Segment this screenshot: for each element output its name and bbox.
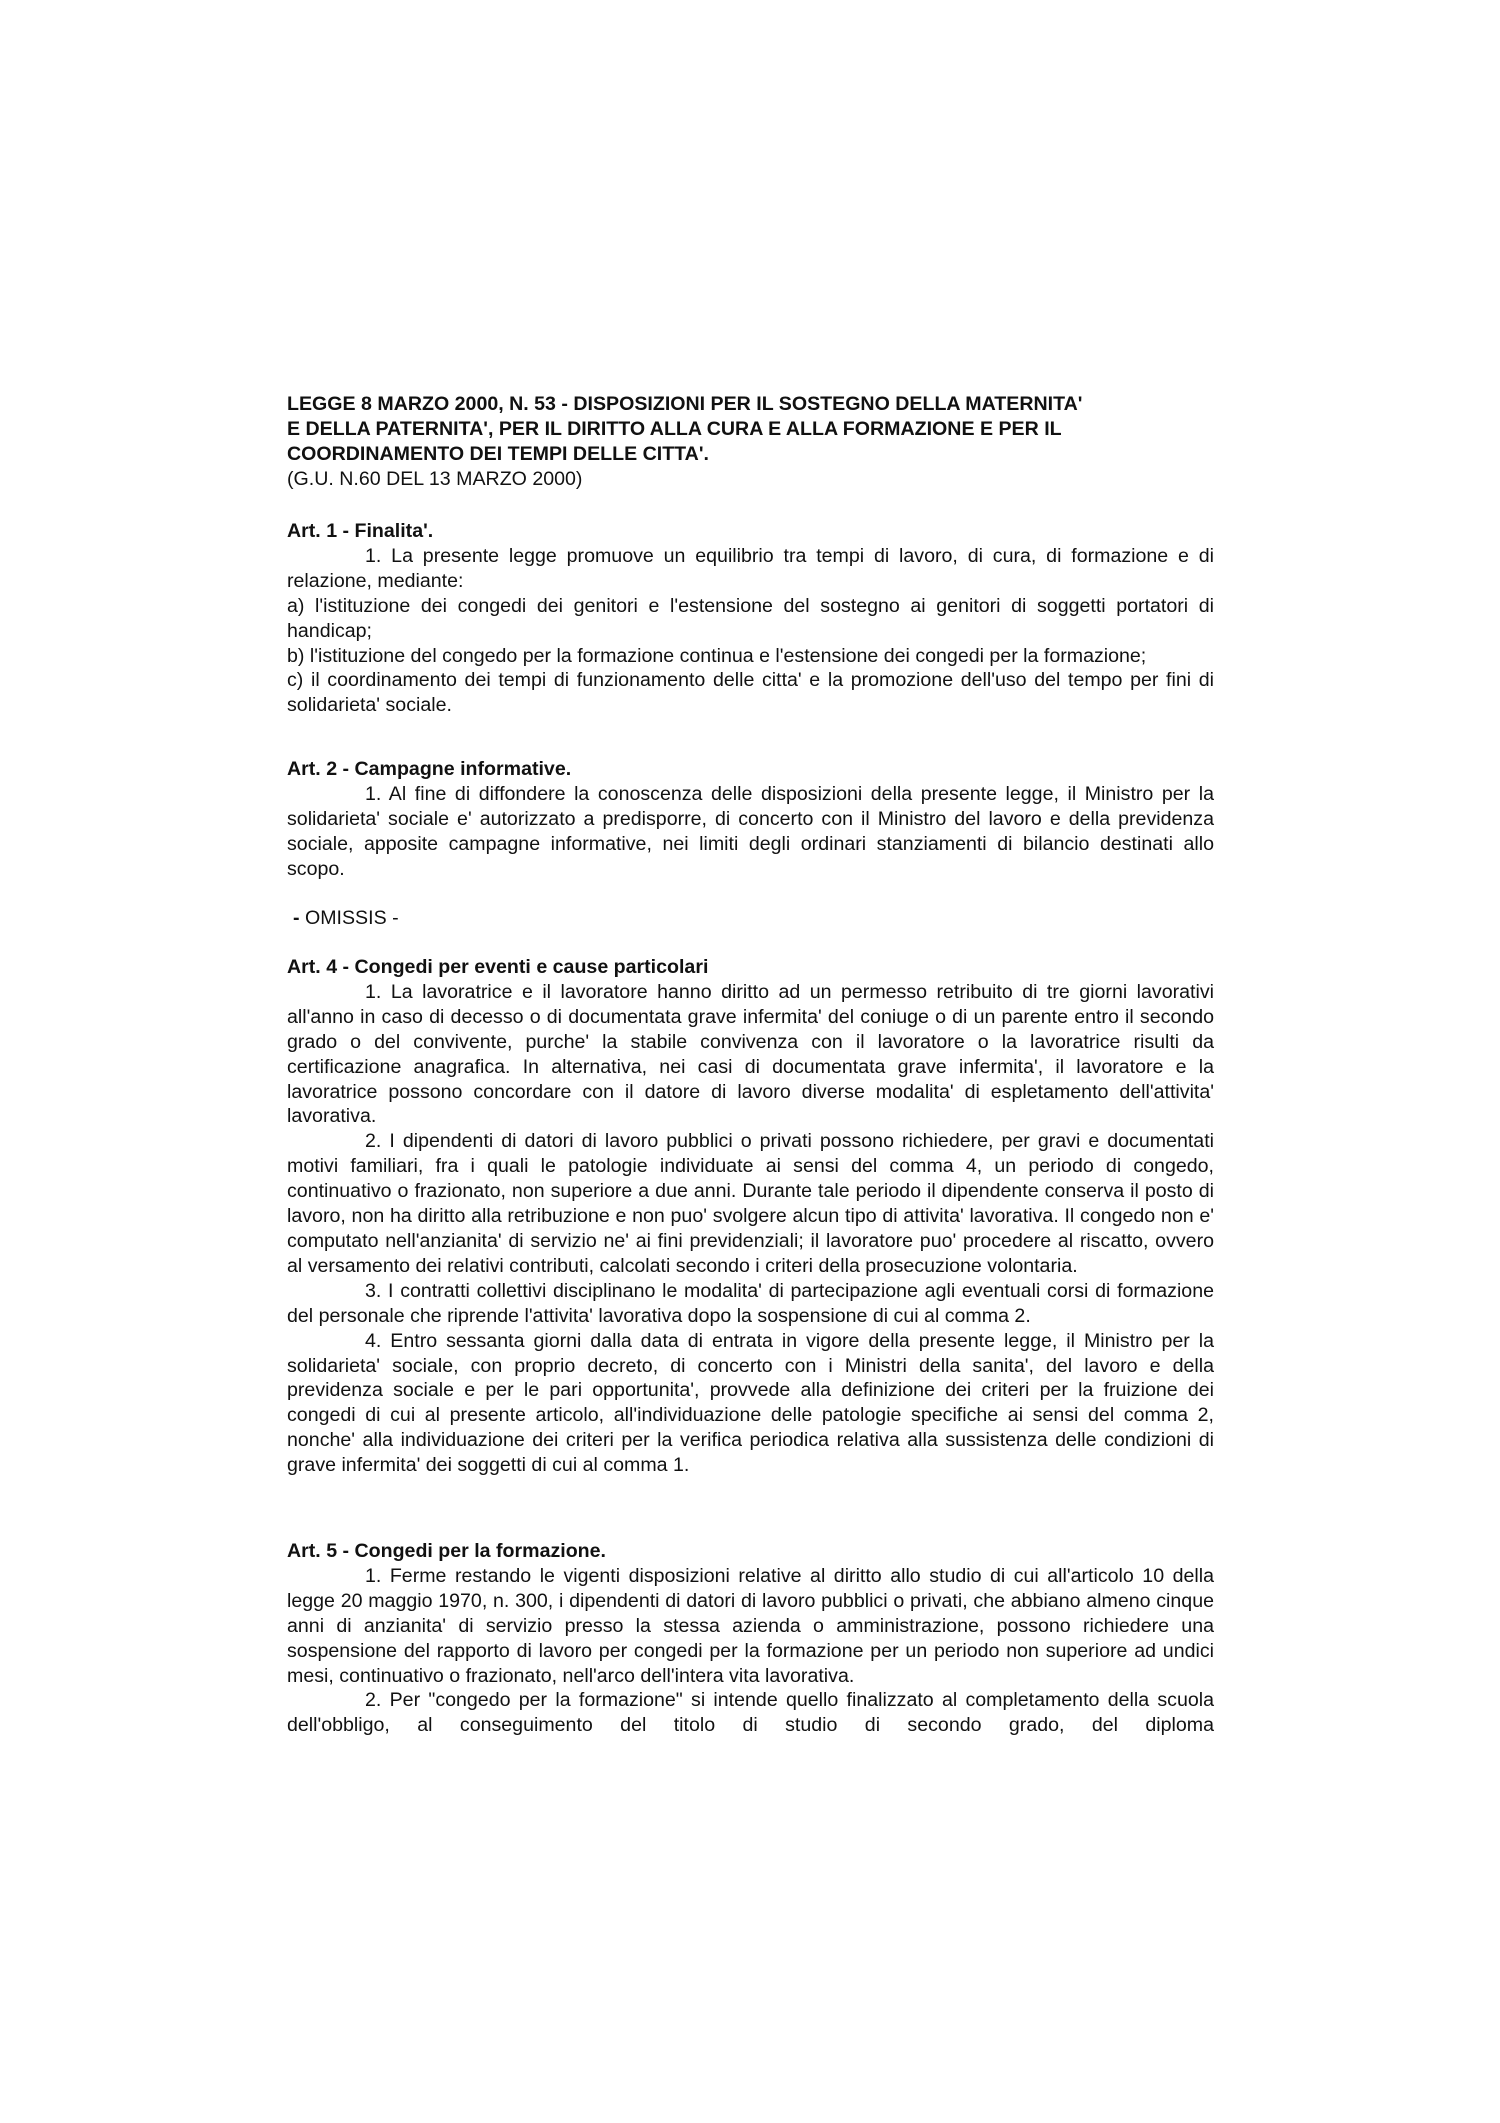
- article-1-item-c: c) il coordinamento dei tempi di funzionamento delle citta' e la promozione dell'uso del tempo per fini di solidarieta' sociale.: [287, 669, 1214, 717]
- article-4-heading: Art. 4 - Congedi per eventi e cause particolari: [287, 956, 709, 978]
- document-title: [287, 392, 1214, 492]
- article-1: [287, 519, 1214, 718]
- article-2: [287, 757, 1214, 882]
- omissis-dash: -: [293, 907, 300, 929]
- article-5: [287, 1539, 1214, 1738]
- omissis-text: OMISSIS -: [299, 907, 399, 929]
- title-line-1: LEGGE 8 MARZO 2000, N. 53 - DISPOSIZIONI PER IL SOSTEGNO DELLA MATERNITA': [287, 393, 1083, 415]
- title-line-3: COORDINAMENTO DEI TEMPI DELLE CITTA'.: [287, 442, 709, 465]
- article-4-paragraph-2: 2. I dipendenti di datori di lavoro pubblici o privati possono richiedere, per gravi e documentati motivi familiari, fra i quali le patologie individuate ai sensi del comma 4, un periodo di congedo, continuativo o frazionato, non superiore a due anni. Durante tale periodo il dipendente conserva il posto di lavoro, non ha diritto alla retribuzione e non puo' svolgere alcun tipo di attivita' lavorativa. Il congedo non e' computato nell'anzianita' di servizio ne' ai fini previdenziali; il lavoratore puo' procedere al riscatto, ovvero al versamento dei relativi contributi, calcolati secondo i criteri della prosecuzione volontaria.: [287, 1130, 1214, 1277]
- article-5-paragraph-2: 2. Per "congedo per la formazione" si intende quello finalizzato al completamento della scuola dell'obbligo, al conseguimento del titolo di studio di secondo grado, del diploma: [287, 1689, 1214, 1737]
- article-2-paragraph-1: 1. Al fine di diffondere la conoscenza delle disposizioni della presente legge, il Ministro per la solidarieta' sociale e' autorizzato a predisporre, di concerto con il Ministro del lavoro e della previdenza sociale, apposite campagne informative, nei limiti degli ordinari stanziamenti di bilancio destinati allo scopo.: [287, 782, 1214, 880]
- article-5-heading: Art. 5 - Congedi per la formazione.: [287, 1540, 606, 1562]
- article-2-heading: Art. 2 - Campagne informative.: [287, 758, 572, 780]
- article-4-paragraph-4: 4. Entro sessanta giorni dalla data di entrata in vigore della presente legge, il Ministro per la solidarieta' sociale, con proprio decreto, di concerto con i Ministri della sanita', del lavoro e della previdenza sociale e per le pari opportunita', provvede alla definizione dei criteri per la fruizione dei congedi di cui al presente articolo, all'individuazione delle patologie specifiche ai sensi del comma 2, nonche' alla individuazione dei criteri per la verifica periodica relativa alla sussistenza delle condizioni di grave infermita' dei soggetti di cui al comma 1.: [287, 1329, 1214, 1477]
- article-4: [287, 955, 1214, 1478]
- article-1-item-a: a) l'istituzione dei congedi dei genitori e l'estensione del sostegno ai genitori di soggetti portatori di handicap;: [287, 594, 1214, 642]
- article-1-heading: Art. 1 - Finalita'.: [287, 520, 434, 542]
- article-5-paragraph-1: 1. Ferme restando le vigenti disposizioni relative al diritto allo studio di cui all'articolo 10 della legge 20 maggio 1970, n. 300, i dipendenti di datori di lavoro pubblici o privati, che abbiano almeno cinque anni di anzianita' di servizio presso la stessa azienda o amministrazione, possono richiedere una sospensione del rapporto di lavoro per congedi per la formazione per un periodo non superiore ad undici mesi, continuativo o frazionato, nell'arco dell'intera vita lavorativa.: [287, 1564, 1214, 1687]
- article-4-paragraph-3: 3. I contratti collettivi disciplinano le modalita' di partecipazione agli eventuali corsi di formazione del personale che riprende l'attivita' lavorativa dopo la sospensione di cui al comma 2.: [287, 1279, 1214, 1327]
- article-4-paragraph-1: 1. La lavoratrice e il lavoratore hanno diritto ad un permesso retribuito di tre giorni lavorativi all'anno in caso di decesso o di documentata grave infermita' del coniuge o di un parente entro il secondo grado o del convivente, purche' la stabile convivenza con il lavoratore o la lavoratrice risulti da certificazione anagrafica. In alternativa, nei casi di documentata grave infermita', il lavoratore e la lavoratrice possono concordare con il datore di lavoro diverse modalita' di espletamento dell'attivita' lavorativa.: [287, 980, 1214, 1128]
- gazette-reference: (G.U. N.60 DEL 13 MARZO 2000): [287, 467, 583, 490]
- title-line-2: E DELLA PATERNITA', PER IL DIRITTO ALLA CURA E ALLA FORMAZIONE E PER IL: [287, 417, 1062, 440]
- article-1-paragraph-1: 1. La presente legge promuove un equilibrio tra tempi di lavoro, di cura, di formazione e di relazione, mediante:: [287, 544, 1214, 592]
- omissis-marker: [287, 906, 1220, 931]
- article-1-item-b: b) l'istituzione del congedo per la formazione continua e l'estensione dei congedi per la formazione;: [287, 644, 1147, 667]
